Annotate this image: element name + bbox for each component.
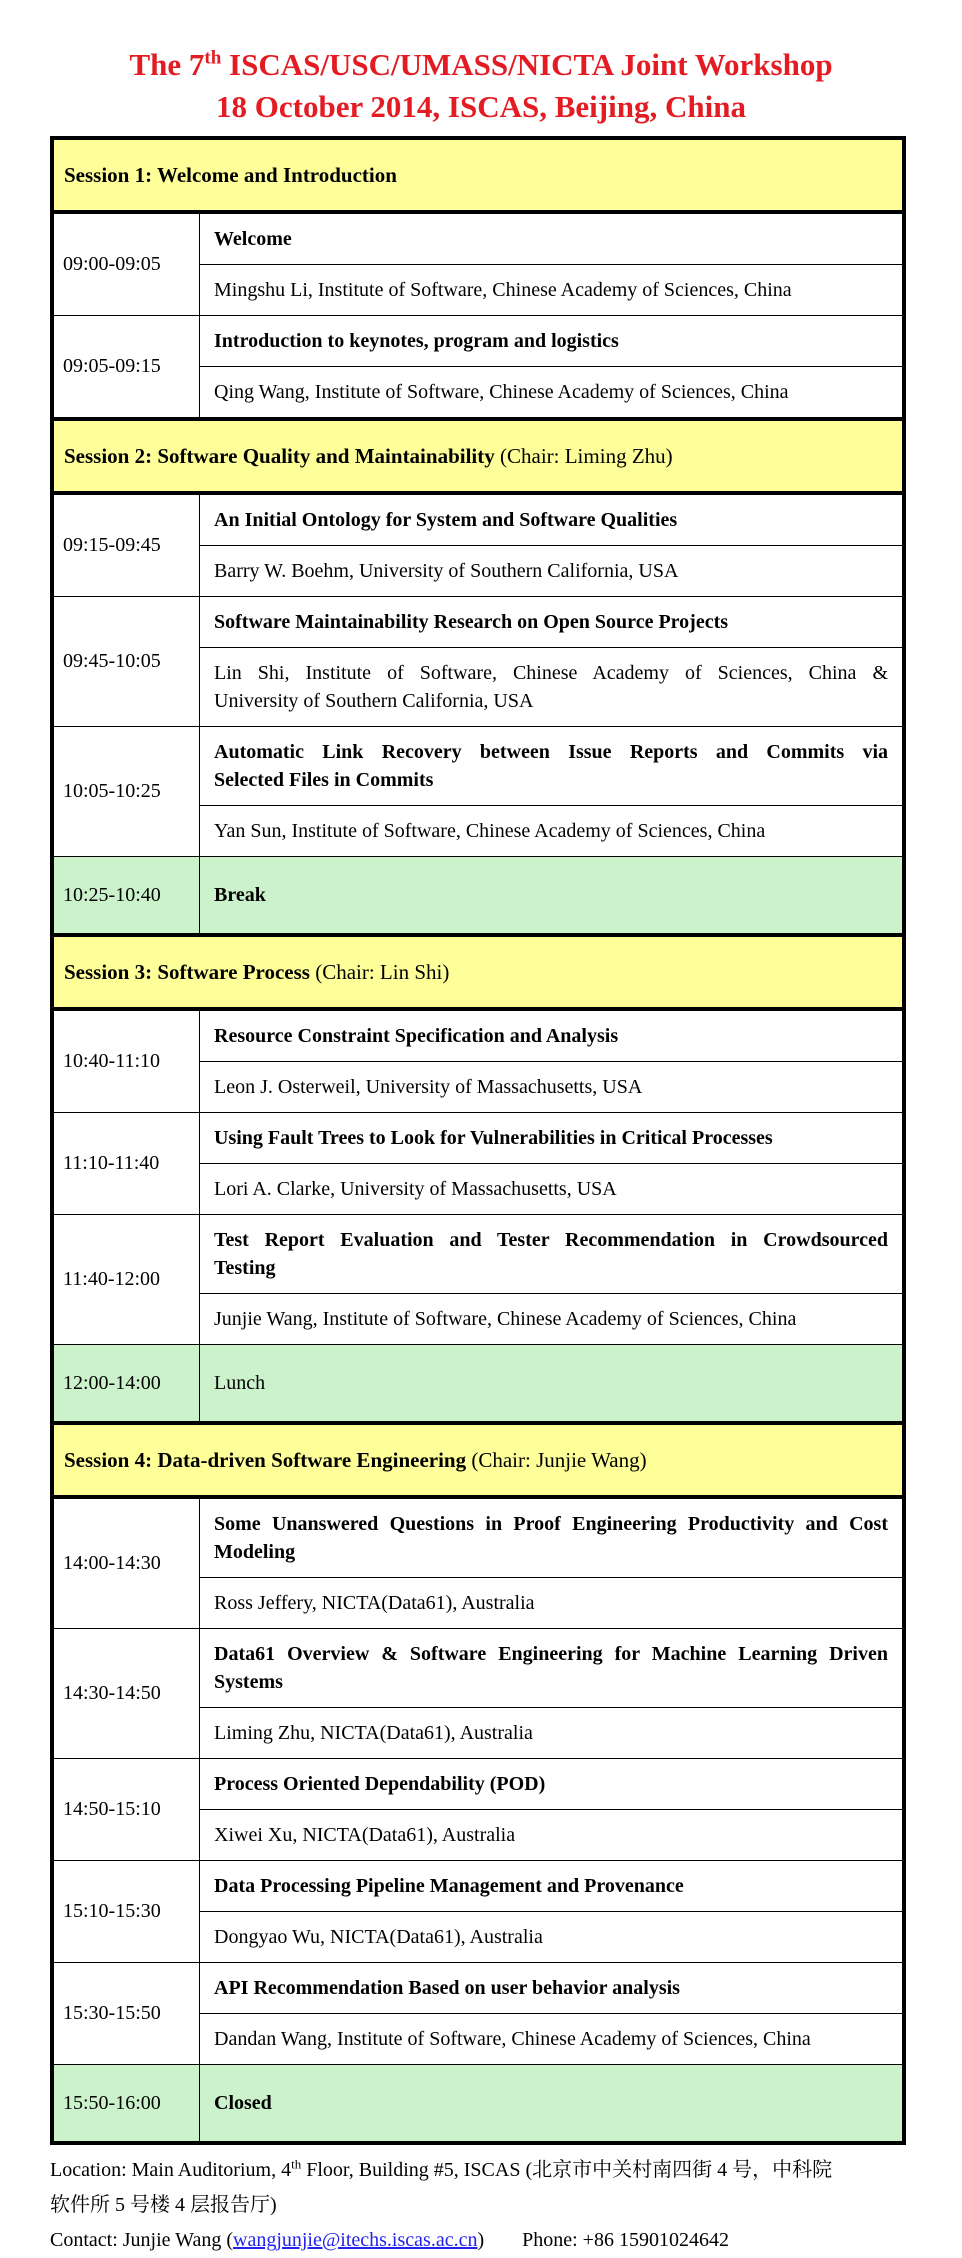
- talk-content-cell: [200, 1011, 902, 1112]
- talk-row: [54, 1860, 902, 1962]
- time-cell: 09:05-09:15: [54, 316, 200, 417]
- talk-content-cell: [200, 316, 902, 417]
- text-line: An Initial Ontology for System and Software Qualities: [214, 509, 678, 531]
- title-text: The 7: [129, 47, 205, 82]
- talk-content-cell: [200, 1759, 902, 1860]
- time-cell: 10:25-10:40: [54, 857, 200, 933]
- text-line: Using Fault Trees to Look for Vulnerabilities in Critical Processes: [214, 1127, 773, 1149]
- text-line: Qing Wang, Institute of Software, Chinese Academy of Sciences, China: [214, 381, 789, 403]
- time-cell: 15:50-16:00: [54, 2065, 200, 2141]
- session-label: Session 1: Welcome and Introduction: [64, 163, 397, 187]
- location-text: Location: Main Auditorium, 4: [50, 2159, 292, 2181]
- talk-content-cell: [200, 1629, 902, 1758]
- talk-content-cell: [200, 495, 902, 596]
- time-cell: 14:50-15:10: [54, 1759, 200, 1860]
- talk-row: [54, 1499, 902, 1628]
- text-line: Systems: [214, 1671, 283, 1693]
- talk-title: [200, 597, 902, 648]
- time-cell: 12:00-14:00: [54, 1345, 200, 1421]
- text-line: Some Unanswered Questions in Proof Engineering Productivity and Cost: [214, 1513, 888, 1535]
- talk-speaker: [200, 367, 902, 417]
- talk-title: [200, 727, 902, 806]
- text-line: Resource Constraint Specification and Analysis: [214, 1025, 619, 1047]
- talk-row: [54, 1758, 902, 1860]
- session-header-row: [54, 140, 902, 214]
- text-line: Leon J. Osterweil, University of Massachusetts, USA: [214, 1076, 643, 1098]
- time-cell: 10:05-10:25: [54, 727, 200, 856]
- text-line: Lori A. Clarke, University of Massachusetts, USA: [214, 1178, 617, 1200]
- time-cell: 09:00-09:05: [54, 214, 200, 315]
- break-label: Closed: [214, 2092, 272, 2114]
- text-line: Introduction to keynotes, program and logistics: [214, 330, 619, 352]
- time-cell: 15:30-15:50: [54, 1963, 200, 2064]
- talk-speaker: [200, 1294, 902, 1344]
- break-label: Break: [214, 884, 266, 906]
- title-line-1: [0, 44, 962, 86]
- talk-row: [54, 1214, 902, 1344]
- text-line: Automatic Link Recovery between Issue Reports and Commits via: [214, 741, 888, 763]
- contact-close-paren: ): [477, 2229, 485, 2251]
- text-line: Test Report Evaluation and Tester Recommendation in Crowdsourced: [214, 1229, 888, 1251]
- talk-content-cell: [200, 1113, 902, 1214]
- session-chair: (Chair: Junjie Wang): [466, 1448, 647, 1472]
- talk-content-cell: [200, 1963, 902, 2064]
- text-line: Testing: [214, 1257, 276, 1279]
- talk-content-cell: [200, 214, 902, 315]
- talk-title: [200, 1215, 902, 1294]
- session-label: Session 3: Software Process: [64, 960, 310, 984]
- break-row: [54, 1344, 902, 1421]
- location-text-rest: Floor, Building #5, ISCAS (北京市中关村南四街 4 号，中科院: [301, 2159, 833, 2181]
- break-row: [54, 2064, 902, 2141]
- session-chair: (Chair: Lin Shi): [309, 960, 450, 984]
- talk-title: [200, 495, 902, 546]
- talk-title: [200, 316, 902, 367]
- session-label: Session 4: Data-driven Software Engineering: [64, 1448, 467, 1472]
- session-label: Session 2: Software Quality and Maintainability: [64, 444, 495, 468]
- talk-speaker: [200, 1164, 902, 1214]
- talk-title: [200, 1963, 902, 2014]
- page-title: [0, 0, 962, 128]
- break-label: Lunch: [214, 1372, 266, 1394]
- talk-content-cell: [200, 727, 902, 856]
- text-line: University of Southern California, USA: [214, 690, 534, 712]
- phone-text: Phone: +86 15901024642: [522, 2229, 729, 2251]
- text-line: Selected Files in Commits: [214, 769, 434, 791]
- talk-row: [54, 214, 902, 315]
- talk-row: [54, 315, 902, 417]
- talk-title: [200, 1113, 902, 1164]
- talk-speaker: [200, 806, 902, 856]
- contact-text: Contact: Junjie Wang (: [50, 2229, 233, 2251]
- talk-speaker: [200, 546, 902, 596]
- talk-row: [54, 726, 902, 856]
- session-header-row: [54, 417, 902, 495]
- talk-speaker: [200, 1708, 902, 1758]
- text-line: Dongyao Wu, NICTA(Data61), Australia: [214, 1926, 543, 1948]
- location-superscript: th: [291, 2156, 302, 2172]
- text-line: Data61 Overview & Software Engineering for Machine Learning Driven: [214, 1643, 888, 1665]
- time-cell: 14:30-14:50: [54, 1629, 200, 1758]
- text-line: Dandan Wang, Institute of Software, Chinese Academy of Sciences, China: [214, 2028, 811, 2050]
- session-header-row: [54, 1421, 902, 1499]
- text-line: Lin Shi, Institute of Software, Chinese Academy of Sciences, China &: [214, 662, 888, 684]
- text-line: Junjie Wang, Institute of Software, Chinese Academy of Sciences, China: [214, 1308, 797, 1330]
- session-header-row: [54, 933, 902, 1011]
- text-line: Liming Zhu, NICTA(Data61), Australia: [214, 1722, 533, 1744]
- talk-speaker: [200, 2014, 902, 2064]
- time-cell: 11:40-12:00: [54, 1215, 200, 1344]
- text-line: Mingshu Li, Institute of Software, Chinese Academy of Sciences, China: [214, 279, 792, 301]
- text-line: Barry W. Boehm, University of Southern California, USA: [214, 560, 679, 582]
- talk-title: [200, 1629, 902, 1708]
- time-cell: 11:10-11:40: [54, 1113, 200, 1214]
- contact-line: [50, 2223, 912, 2258]
- talk-speaker: [200, 1062, 902, 1112]
- text-line: API Recommendation Based on user behavior analysis: [214, 1977, 680, 1999]
- email-link[interactable]: wangjunjie@itechs.iscas.ac.cn: [233, 2229, 478, 2251]
- talk-row: [54, 1112, 902, 1214]
- talk-title: [200, 214, 902, 265]
- talk-row: [54, 1962, 902, 2064]
- time-cell: 09:45-10:05: [54, 597, 200, 726]
- talk-title: [200, 1011, 902, 1062]
- talk-row: [54, 596, 902, 726]
- location-line-2: 软件所 5 号楼 4 层报告厅): [50, 2194, 277, 2216]
- text-line: Process Oriented Dependability (POD): [214, 1773, 546, 1795]
- time-cell: 09:15-09:45: [54, 495, 200, 596]
- talk-row: [54, 495, 902, 596]
- time-cell: 15:10-15:30: [54, 1861, 200, 1962]
- talk-row: [54, 1011, 902, 1112]
- text-line: Software Maintainability Research on Open Source Projects: [214, 611, 729, 633]
- talk-speaker: [200, 1810, 902, 1860]
- location-line-1: [50, 2153, 912, 2188]
- talk-speaker: [200, 265, 902, 315]
- text-line: Ross Jeffery, NICTA(Data61), Australia: [214, 1592, 535, 1614]
- time-cell: 10:40-11:10: [54, 1011, 200, 1112]
- title-line-2: 18 October 2014, ISCAS, Beijing, China: [216, 89, 746, 124]
- text-line: Data Processing Pipeline Management and Provenance: [214, 1875, 684, 1897]
- talk-title: [200, 1499, 902, 1578]
- text-line: Modeling: [214, 1541, 296, 1563]
- talk-title: [200, 1861, 902, 1912]
- session-chair: (Chair: Liming Zhu): [494, 444, 673, 468]
- talk-content-cell: [200, 597, 902, 726]
- title-superscript: th: [204, 47, 222, 69]
- talk-speaker: [200, 1912, 902, 1962]
- break-row: [54, 856, 902, 933]
- talk-title: [200, 1759, 902, 1810]
- talk-speaker: [200, 1578, 902, 1628]
- text-line: Xiwei Xu, NICTA(Data61), Australia: [214, 1824, 516, 1846]
- talk-content-cell: [200, 1861, 902, 1962]
- talk-speaker: [200, 648, 902, 726]
- schedule-table: [50, 136, 906, 2145]
- text-line: Yan Sun, Institute of Software, Chinese Academy of Sciences, China: [214, 820, 766, 842]
- text-line: Welcome: [214, 228, 292, 250]
- talk-content-cell: [200, 1499, 902, 1628]
- footer: [50, 2153, 912, 2258]
- talk-content-cell: [200, 1215, 902, 1344]
- title-text-suffix: ISCAS/USC/UMASS/NICTA Joint Workshop: [221, 47, 833, 82]
- talk-row: [54, 1628, 902, 1758]
- time-cell: 14:00-14:30: [54, 1499, 200, 1628]
